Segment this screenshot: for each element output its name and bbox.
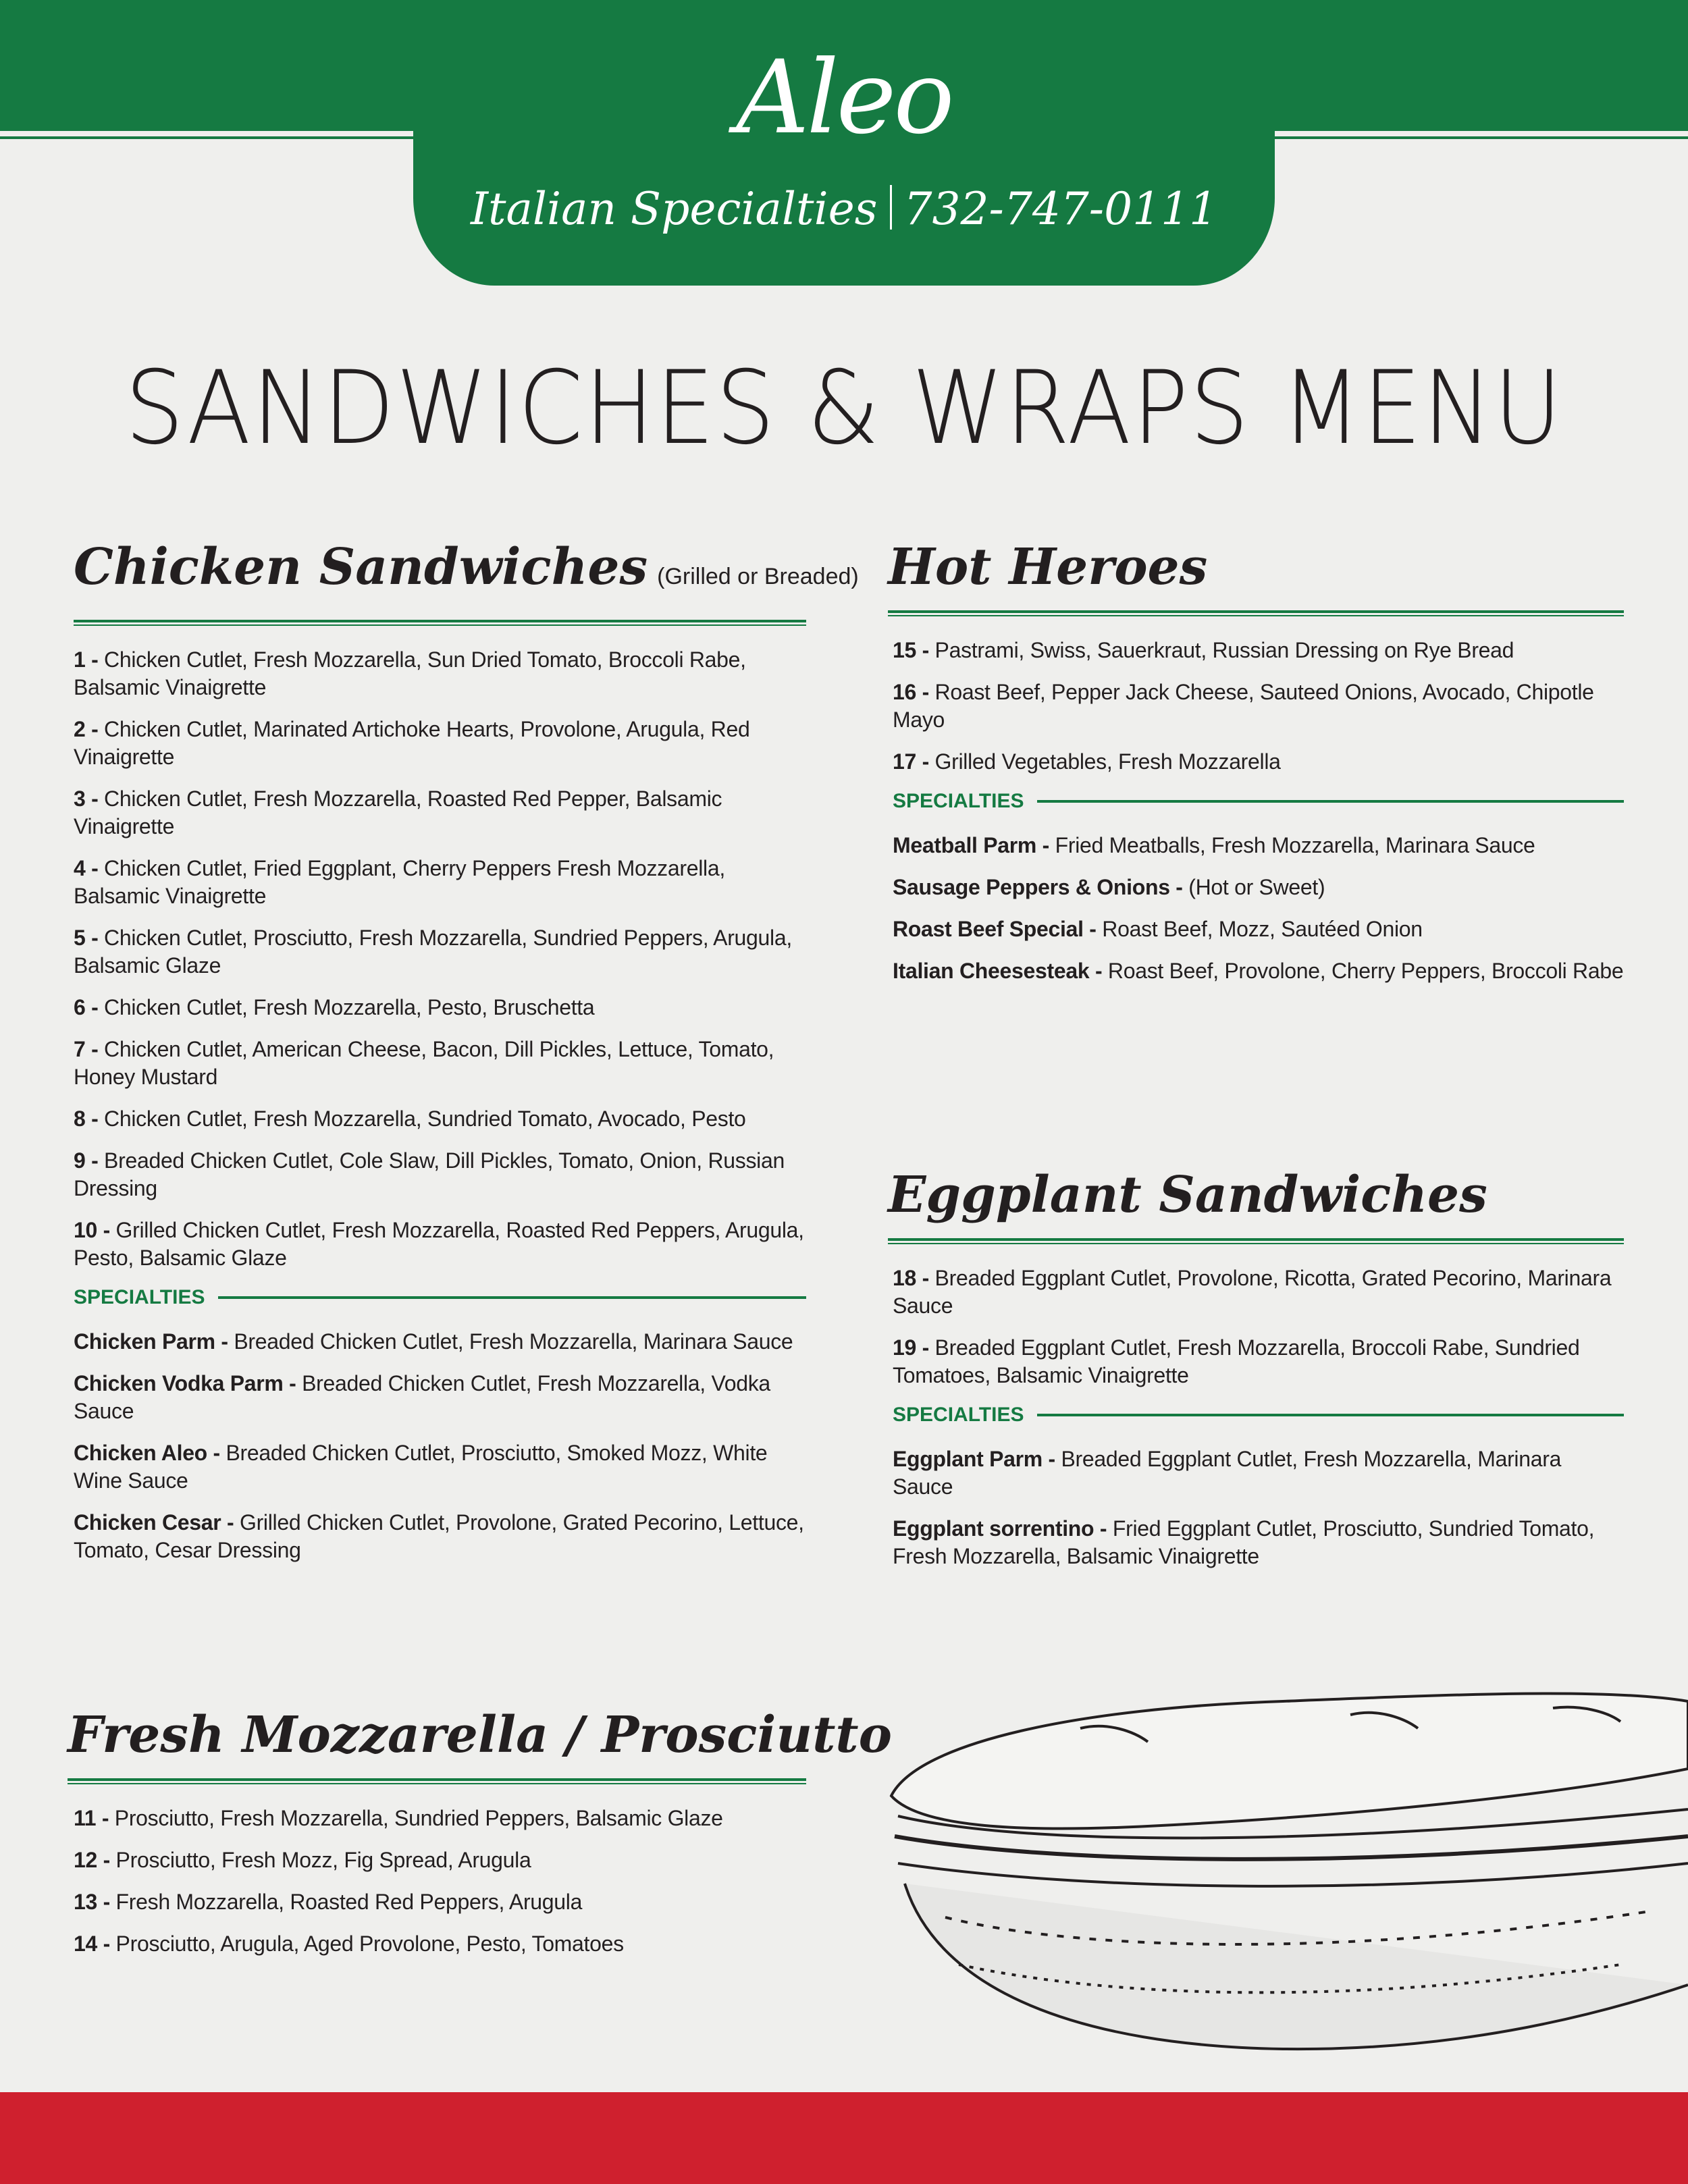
menu-item bbox=[74, 1439, 806, 1495]
chicken-section bbox=[74, 533, 859, 1578]
menu-item bbox=[74, 994, 806, 1021]
menu-item bbox=[74, 1805, 806, 1832]
item-number: 6 - bbox=[74, 995, 99, 1019]
item-number: 11 - bbox=[74, 1806, 109, 1830]
menu-item bbox=[74, 1930, 806, 1958]
sandwich-illustration bbox=[878, 1681, 1688, 2066]
section-heading bbox=[74, 533, 859, 610]
item-number: Eggplant sorrentino - bbox=[893, 1516, 1107, 1541]
item-description: Roast Beef, Pepper Jack Cheese, Sauteed Onions, Avocado, Chipotle Mayo bbox=[893, 680, 1594, 732]
item-description: Roast Beef, Provolone, Cherry Peppers, Broccoli Rabe bbox=[1107, 959, 1624, 983]
item-description: Fresh Mozzarella, Roasted Red Peppers, Arugula bbox=[115, 1890, 583, 1914]
item-description: Prosciutto, Fresh Mozzarella, Sundried Peppers, Balsamic Glaze bbox=[114, 1806, 723, 1830]
section-heading: Eggplant Sandwiches bbox=[888, 1166, 1487, 1224]
item-number: 4 - bbox=[74, 856, 99, 880]
item-description: Breaded Eggplant Cutlet, Fresh Mozzarella, Marinara Sauce bbox=[893, 1447, 1562, 1499]
tagline-separator bbox=[890, 185, 892, 230]
mozzarella-section bbox=[68, 1701, 892, 1972]
menu-item bbox=[893, 874, 1624, 901]
menu-item bbox=[893, 678, 1624, 734]
item-description: Chicken Cutlet, Fresh Mozzarella, Sundried Tomato, Avocado, Pesto bbox=[104, 1107, 746, 1131]
menu-item bbox=[74, 855, 806, 910]
item-number: 17 - bbox=[893, 749, 929, 774]
menu-item bbox=[74, 924, 806, 980]
item-description: Grilled Vegetables, Fresh Mozzarella bbox=[934, 749, 1281, 774]
item-number: Italian Cheesesteak - bbox=[893, 959, 1103, 983]
item-description: (Hot or Sweet) bbox=[1188, 875, 1325, 899]
menu-item bbox=[893, 832, 1624, 859]
item-number: Chicken Cesar - bbox=[74, 1510, 234, 1535]
item-description: Prosciutto, Arugula, Aged Provolone, Pesto, Tomatoes bbox=[115, 1932, 624, 1956]
menu-item bbox=[74, 1509, 806, 1564]
item-number: 14 - bbox=[74, 1932, 110, 1956]
menu-item bbox=[74, 785, 806, 841]
section-heading: Hot Heroes bbox=[888, 538, 1208, 596]
item-description: Pastrami, Swiss, Sauerkraut, Russian Dressing on Rye Bread bbox=[934, 638, 1514, 662]
item-number: Meatball Parm - bbox=[893, 833, 1050, 857]
item-description: Chicken Cutlet, Fresh Mozzarella, Pesto, Bruschetta bbox=[104, 995, 595, 1019]
tagline-text: Italian Specialties bbox=[470, 183, 878, 235]
double-divider bbox=[68, 1778, 806, 1784]
item-number: 7 - bbox=[74, 1037, 99, 1061]
specialties-label bbox=[888, 790, 1624, 813]
page-title: SANDWICHES & WRAPS MENU bbox=[124, 350, 1564, 467]
specialties-label bbox=[74, 1286, 806, 1309]
item-number: Chicken Aleo - bbox=[74, 1441, 220, 1465]
item-description: Chicken Cutlet, Fresh Mozzarella, Roasted Red Pepper, Balsamic Vinaigrette bbox=[74, 787, 722, 838]
item-number: 5 - bbox=[74, 926, 99, 950]
specialties-label bbox=[888, 1404, 1624, 1427]
item-number: 19 - bbox=[893, 1335, 929, 1360]
item-number: Sausage Peppers & Onions - bbox=[893, 875, 1183, 899]
item-number: Chicken Vodka Parm - bbox=[74, 1371, 296, 1395]
heading-note: (Grilled or Breaded) bbox=[657, 564, 859, 589]
menu-item bbox=[74, 1888, 806, 1916]
menu-item bbox=[893, 957, 1624, 985]
section-heading: Fresh Mozzarella / Prosciutto bbox=[68, 1706, 892, 1764]
item-description: Grilled Chicken Cutlet, Fresh Mozzarella, Roasted Red Peppers, Arugula, Pesto, Balsamic Glaze bbox=[74, 1218, 804, 1270]
item-number: 2 - bbox=[74, 717, 99, 741]
menu-item bbox=[893, 1445, 1624, 1501]
item-description: Breaded Chicken Cutlet, Fresh Mozzarella, Vodka Sauce bbox=[74, 1371, 770, 1423]
specialties-text: SPECIALTIES bbox=[893, 1404, 1024, 1426]
item-number: Roast Beef Special - bbox=[893, 917, 1097, 941]
item-description: Fried Meatballs, Fresh Mozzarella, Marinara Sauce bbox=[1055, 833, 1535, 857]
item-description: Breaded Chicken Cutlet, Fresh Mozzarella, Marinara Sauce bbox=[234, 1329, 793, 1354]
item-number: Eggplant Parm - bbox=[893, 1447, 1055, 1471]
item-number: Chicken Parm - bbox=[74, 1329, 228, 1354]
menu-item bbox=[893, 748, 1624, 776]
menu-item bbox=[74, 1846, 806, 1874]
item-number: 13 - bbox=[74, 1890, 110, 1914]
menu-item bbox=[74, 646, 806, 701]
item-description: Chicken Cutlet, American Cheese, Bacon, Dill Pickles, Lettuce, Tomato, Honey Mustard bbox=[74, 1037, 774, 1089]
item-number: 8 - bbox=[74, 1107, 99, 1131]
phone-number[interactable]: 732-747-0111 bbox=[903, 183, 1218, 235]
menu-item bbox=[74, 1105, 806, 1133]
menu-item bbox=[893, 1515, 1624, 1570]
heading-text: Chicken Sandwiches bbox=[74, 538, 648, 596]
divider bbox=[1037, 800, 1624, 803]
double-divider bbox=[888, 1238, 1624, 1244]
item-description: Chicken Cutlet, Marinated Artichoke Hearts, Provolone, Arugula, Red Vinaigrette bbox=[74, 717, 750, 769]
item-number: 18 - bbox=[893, 1266, 929, 1290]
menu-item bbox=[74, 1147, 806, 1202]
menu-item bbox=[74, 1036, 806, 1091]
divider bbox=[1037, 1414, 1624, 1416]
brand-tagline bbox=[0, 182, 1688, 236]
item-number: 9 - bbox=[74, 1148, 99, 1173]
divider bbox=[218, 1296, 806, 1299]
menu-item bbox=[74, 1217, 806, 1272]
item-description: Breaded Eggplant Cutlet, Fresh Mozzarella, Broccoli Rabe, Sundried Tomatoes, Balsamic Vinaigrette bbox=[893, 1335, 1580, 1387]
specialties-text: SPECIALTIES bbox=[74, 1286, 205, 1308]
item-number: 12 - bbox=[74, 1848, 110, 1872]
item-number: 1 - bbox=[74, 647, 99, 672]
specialties-text: SPECIALTIES bbox=[893, 790, 1024, 812]
item-number: 10 - bbox=[74, 1218, 110, 1242]
item-description: Grilled Chicken Cutlet, Provolone, Grated Pecorino, Lettuce, Tomato, Cesar Dressing bbox=[74, 1510, 804, 1562]
hot-heroes-section bbox=[888, 533, 1624, 999]
menu-item bbox=[74, 1328, 806, 1356]
item-number: 16 - bbox=[893, 680, 929, 704]
menu-item bbox=[893, 1334, 1624, 1389]
item-description: Roast Beef, Mozz, Sautéed Onion bbox=[1102, 917, 1423, 941]
menu-item bbox=[893, 637, 1624, 664]
menu-item bbox=[74, 716, 806, 771]
footer-band bbox=[0, 2092, 1688, 2184]
menu-item bbox=[893, 915, 1624, 943]
item-description: Fried Eggplant Cutlet, Prosciutto, Sundried Tomato, Fresh Mozzarella, Balsamic Vinaigrette bbox=[893, 1516, 1595, 1568]
item-description: Chicken Cutlet, Fresh Mozzarella, Sun Dried Tomato, Broccoli Rabe, Balsamic Vinaigrette bbox=[74, 647, 746, 699]
menu-item bbox=[893, 1264, 1624, 1320]
item-description: Chicken Cutlet, Fried Eggplant, Cherry Peppers Fresh Mozzarella, Balsamic Vinaigrette bbox=[74, 856, 725, 908]
menu-item bbox=[74, 1370, 806, 1425]
item-number: 3 - bbox=[74, 787, 99, 811]
item-description: Chicken Cutlet, Prosciutto, Fresh Mozzarella, Sundried Peppers, Arugula, Balsamic Glaze bbox=[74, 926, 792, 978]
brand-logo: Aleo bbox=[736, 39, 952, 157]
item-description: Breaded Chicken Cutlet, Cole Slaw, Dill Pickles, Tomato, Onion, Russian Dressing bbox=[74, 1148, 785, 1200]
item-number: 15 - bbox=[893, 638, 929, 662]
item-description: Breaded Eggplant Cutlet, Provolone, Ricotta, Grated Pecorino, Marinara Sauce bbox=[893, 1266, 1612, 1318]
item-description: Breaded Chicken Cutlet, Prosciutto, Smoked Mozz, White Wine Sauce bbox=[74, 1441, 768, 1493]
double-divider bbox=[74, 620, 806, 626]
double-divider bbox=[888, 610, 1624, 616]
eggplant-section bbox=[888, 1161, 1624, 1584]
item-description: Prosciutto, Fresh Mozz, Fig Spread, Arugula bbox=[115, 1848, 531, 1872]
